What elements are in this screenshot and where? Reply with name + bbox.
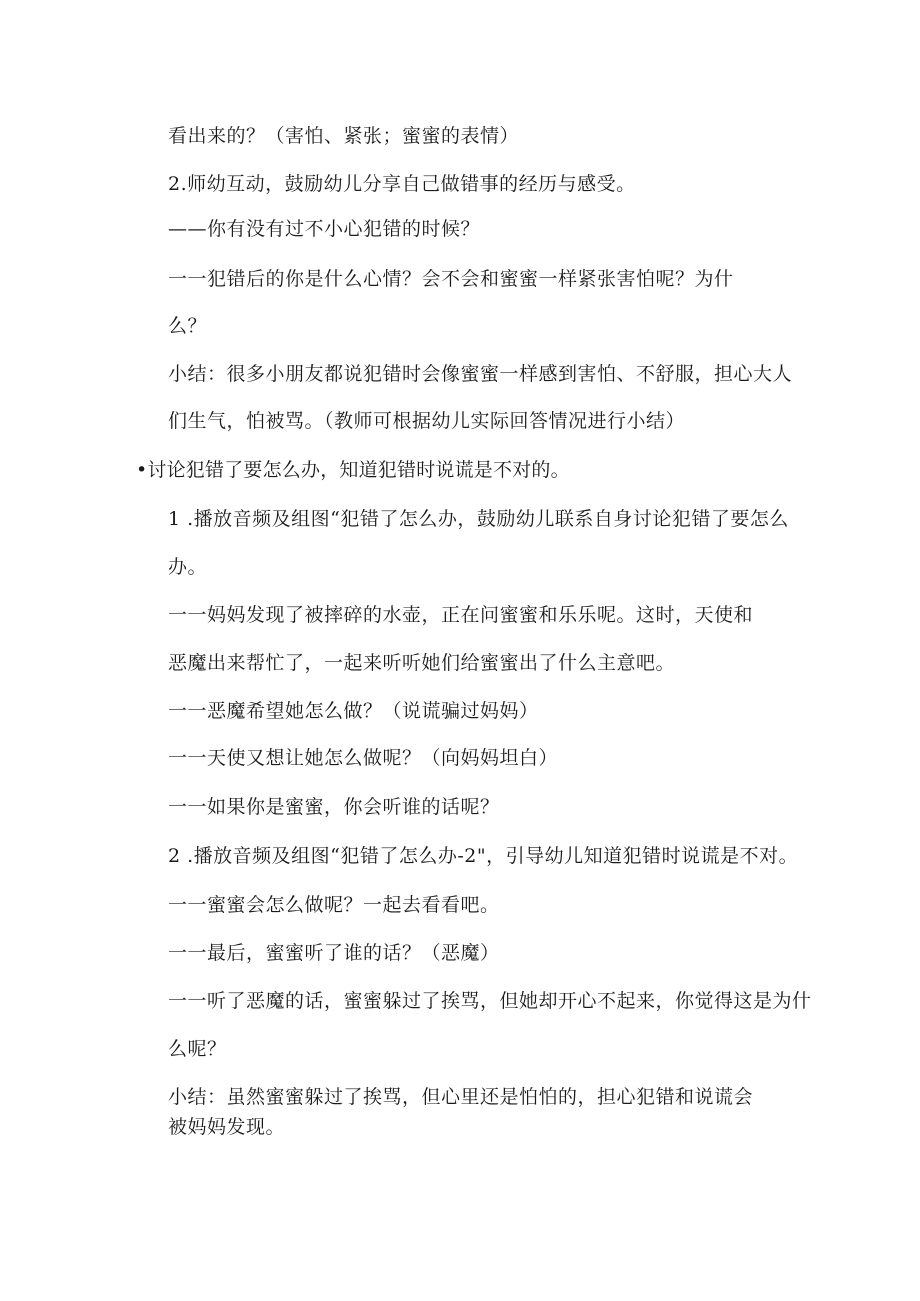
text-line-18: 一一听了恶魔的话，蜜蜜躲过了挨骂，但她却开心不起来，你觉得这是为什 (168, 990, 812, 1012)
text-line-10: 一一妈妈发现了被摔碎的水壶，正在问蜜蜜和乐乐呢。这时，天使和 (168, 604, 754, 626)
text-line-3: ——你有没有过不小心犯错的时候？ (168, 218, 481, 240)
text-line-9: 办。 (168, 556, 208, 578)
text-line-5: 么？ (168, 315, 208, 337)
text-line-19: 么呢？ (168, 1038, 227, 1060)
text-line-6: 小结：很多小朋友都说犯错时会像蜜蜜一样感到害怕、不舒服，担心大人 (168, 363, 793, 385)
text-line-7: 们生气，怕被骂。（教师可根据幼儿实际回答情况进行小结） (168, 410, 686, 432)
text-line-21: 被妈妈发现。 (168, 1116, 286, 1138)
section-heading: •讨论犯错了要怎么办，知道犯错时说谎是不对的。 (136, 459, 570, 481)
text-line-4: 一一犯错后的你是什么心情？会不会和蜜蜜一样紧张害怕呢？为什 (168, 268, 734, 290)
text-line-8: 1 .播放音频及组图“犯错了怎么办，鼓励幼儿联系自身讨论犯错了要怎么 (168, 508, 789, 530)
text-line-20: 小结：虽然蜜蜜躲过了挨骂，但心里还是怕怕的，担心犯错和说谎会 (168, 1086, 754, 1108)
text-line-15: 2 .播放音频及组图“犯错了怎么办-2"，引导幼儿知道犯错时说谎是不对。 (168, 845, 799, 867)
text-line-14: 一一如果你是蜜蜜，你会听谁的话呢？ (168, 796, 500, 818)
text-line-17: 一一最后，蜜蜜听了谁的话？（恶魔） (168, 942, 500, 964)
text-line-12: 一一恶魔希望她怎么做？（说谎骗过妈妈） (168, 700, 539, 722)
text-line-2: 2.师幼互动，鼓励幼儿分享自己做错事的经历与感受。 (168, 173, 636, 195)
text-line-11: 恶魔出来帮忙了，一起来听听她们给蜜蜜出了什么主意吧。 (168, 652, 676, 674)
text-line-1: 看出来的？（害怕、紧张；蜜蜜的表情） (168, 125, 520, 147)
text-line-13: 一一天使又想让她怎么做呢？（向妈妈坦白） (168, 747, 559, 769)
text-line-16: 一一蜜蜜会怎么做呢？一起去看看吧。 (168, 894, 500, 916)
